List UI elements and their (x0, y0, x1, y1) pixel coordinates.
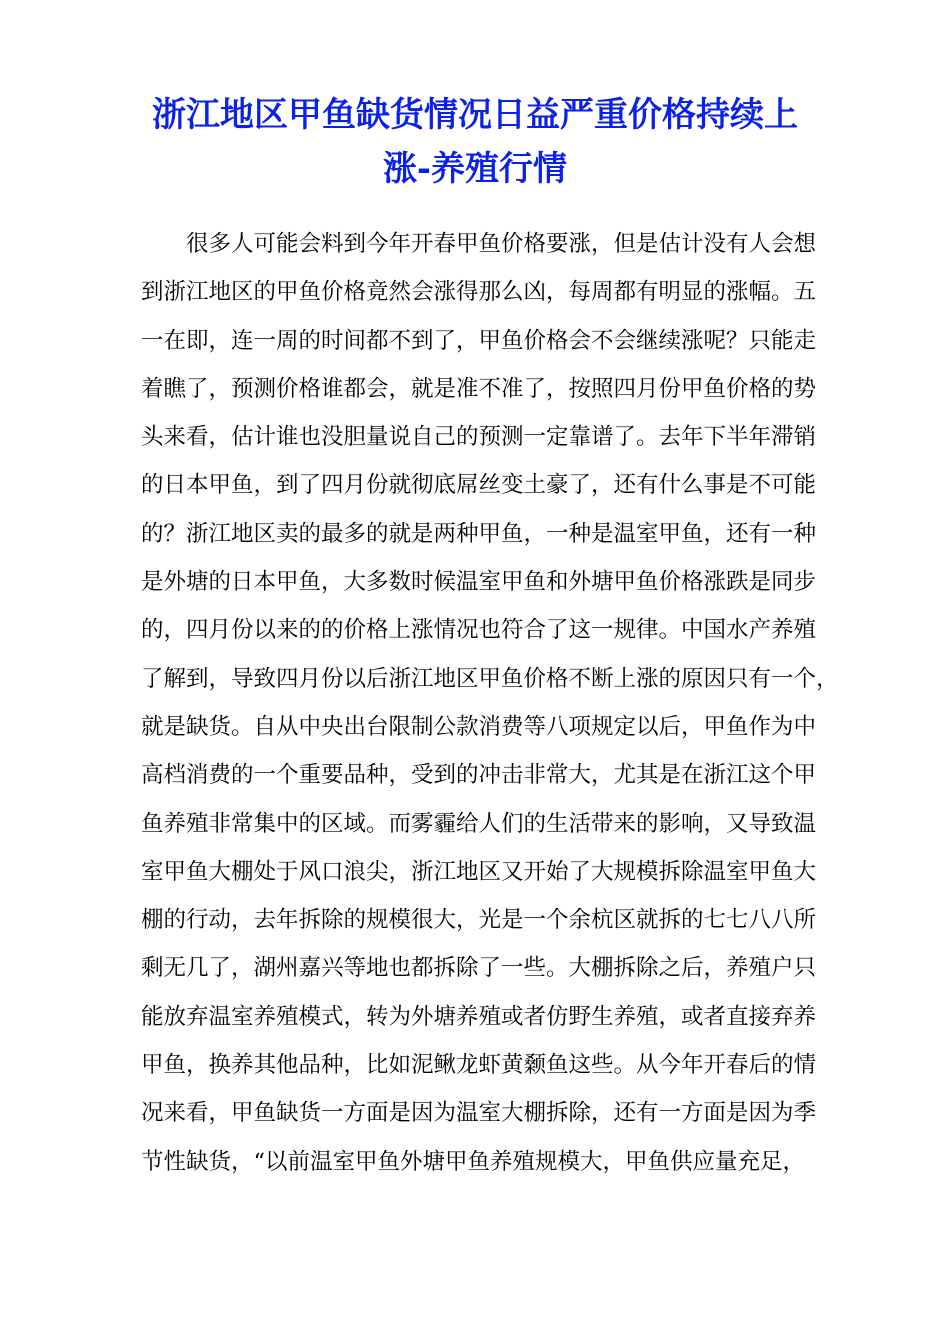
title-line: 涨-养殖行情 (382, 149, 568, 189)
paragraph-line: 一在即，连一周的时间都不到了，甲鱼价格会不会继续涨呢？只能走 (141, 327, 817, 354)
paragraph-line: 的，四月份以来的的价格上涨情况也符合了这一规律。中国水产养殖 (141, 617, 817, 644)
paragraph-line: 鱼养殖非常集中的区域。而雾霾给人们的生活带来的影响，又导致温 (141, 810, 817, 837)
paragraph-line: 是外塘的日本甲鱼，大多数时候温室甲鱼和外塘甲鱼价格涨跌是同步 (141, 569, 817, 596)
document-title (120, 88, 830, 196)
paragraph-line: 就是缺货。自从中央出台限制公款消费等八项规定以后，甲鱼作为中 (141, 713, 817, 740)
paragraph-line: 头来看，估计谁也没胆量说自己的预测一定靠谱了。去年下半年滞销 (141, 424, 817, 451)
paragraph-line: 能放弃温室养殖模式，转为外塘养殖或者仿野生养殖，或者直接弃养 (141, 1003, 817, 1030)
paragraph-line: 棚的行动，去年拆除的规模很大，光是一个余杭区就拆的七七八八所 (141, 907, 817, 934)
paragraph-line: 节性缺货，“以前温室甲鱼外塘甲鱼养殖规模大，甲鱼供应量充足， (141, 1148, 806, 1175)
paragraph-line: 着瞧了，预测价格谁都会，就是准不准了，按照四月份甲鱼价格的势 (141, 375, 817, 402)
title-line: 浙江地区甲鱼缺货情况日益严重价格持续上 (152, 95, 798, 135)
paragraph-line: 剩无几了，湖州嘉兴等地也都拆除了一些。大棚拆除之后，养殖户只 (141, 955, 817, 982)
paragraph-line: 到浙江地区的甲鱼价格竟然会涨得那么凶，每周都有明显的涨幅。五 (141, 279, 817, 306)
paragraph-line: 的日本甲鱼，到了四月份就彻底屌丝变土豪了，还有什么事是不可能 (141, 472, 817, 499)
paragraph-line: 了解到，导致四月份以后浙江地区甲鱼价格不断上涨的原因只有一个， (141, 665, 839, 692)
paragraph-line: 很多人可能会料到今年开春甲鱼价格要涨，但是估计没有人会想 (186, 231, 817, 257)
paragraph-line: 的？浙江地区卖的最多的就是两种甲鱼，一种是温室甲鱼，还有一种 (141, 520, 817, 547)
article-paragraph (141, 220, 839, 1186)
paragraph-line: 高档消费的一个重要品种，受到的冲击非常大，尤其是在浙江这个甲 (141, 762, 817, 789)
paragraph-line: 况来看，甲鱼缺货一方面是因为温室大棚拆除，还有一方面是因为季 (141, 1100, 817, 1127)
paragraph-line: 室甲鱼大棚处于风口浪尖，浙江地区又开始了大规模拆除温室甲鱼大 (141, 858, 817, 885)
paragraph-line: 甲鱼，换养其他品种，比如泥鳅龙虾黄颡鱼这些。从今年开春后的情 (141, 1052, 817, 1079)
